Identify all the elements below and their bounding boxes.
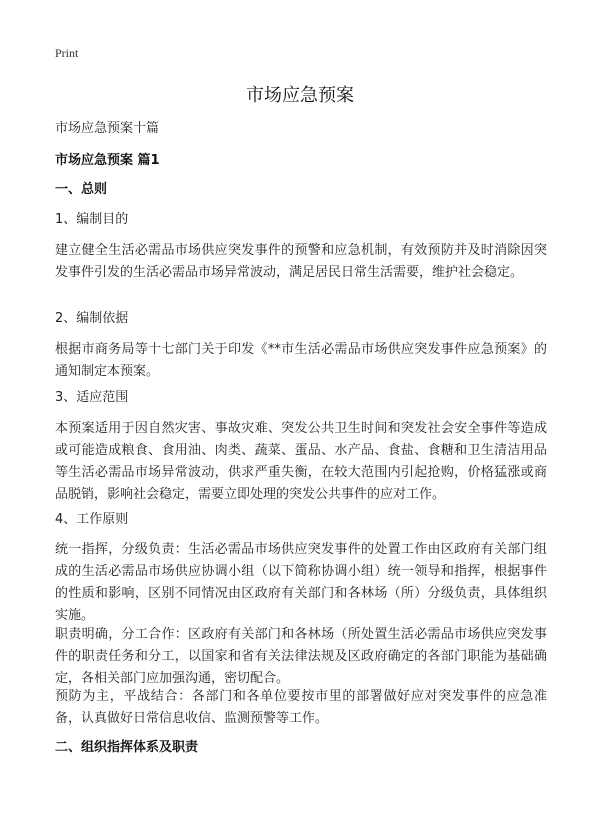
- item-heading-scope: 3、适应范围: [55, 390, 129, 405]
- document-title: 市场应急预案: [246, 85, 354, 106]
- section-heading-general: 一、总则: [55, 182, 108, 197]
- paragraph-scope: 本预案适用于因自然灾害、事故灾难、突发公共卫生时间和突发社会安全事件等造成或可能造成粮食、食用油、肉类、蔬菜、蛋品、水产品、食盐、食糖和卫生清洁用品等生活必需品市场异常波动，供求严重失衡，在较大范围内引起抢购，价格猛涨或商品脱销，影响社会稳定，需要立即处理的突发公共事件的应对工作。: [55, 421, 547, 502]
- paragraph-basis: 根据市商务局等十七部门关于印发《**市生活必需品市场供应突发事件应急预案》的通知制定本预案。: [55, 342, 547, 379]
- print-link[interactable]: Print: [55, 46, 79, 60]
- item-heading-basis: 2、编制依据: [55, 311, 129, 326]
- part-heading: 市场应急预案 篇1: [55, 153, 160, 168]
- section-heading-organization: 二、组织指挥体系及职责: [55, 740, 199, 755]
- paragraph-principle-command: 统一指挥，分级负责：生活必需品市场供应突发事件的处置工作由区政府有关部门组成的生活必需品市场供应协调小组（以下简称协调小组）统一领导和指挥，根据事件的性质和影响，区别不同情况由区政府有关部门和各林场（所）分级负责，具体组织实施。: [55, 542, 547, 623]
- item-heading-purpose: 1、编制目的: [55, 212, 129, 227]
- document-subtitle: 市场应急预案十篇: [55, 121, 160, 136]
- paragraph-purpose: 建立健全生活必需品市场供应突发事件的预警和应急机制，有效预防并及时消除因突发事件引发的生活必需品市场异常波动，满足居民日常生活需要，维护社会稳定。: [55, 243, 547, 280]
- paragraph-principle-prevention: 预防为主，平战结合：各部门和各单位要按市里的部署做好应对突发事件的应急准备，认真做好日常信息收信、监测预警等工作。: [55, 689, 547, 726]
- paragraph-principle-duties: 职责明确，分工合作：区政府有关部门和各林场（所处置生活必需品市场供应突发事件的职责任务和分工，以国家和省有关法律法规及区政府确定的各部门职能为基础确定，各相关部门应加强沟通，密切配合。: [55, 627, 547, 686]
- item-heading-principles: 4、工作原则: [55, 512, 129, 527]
